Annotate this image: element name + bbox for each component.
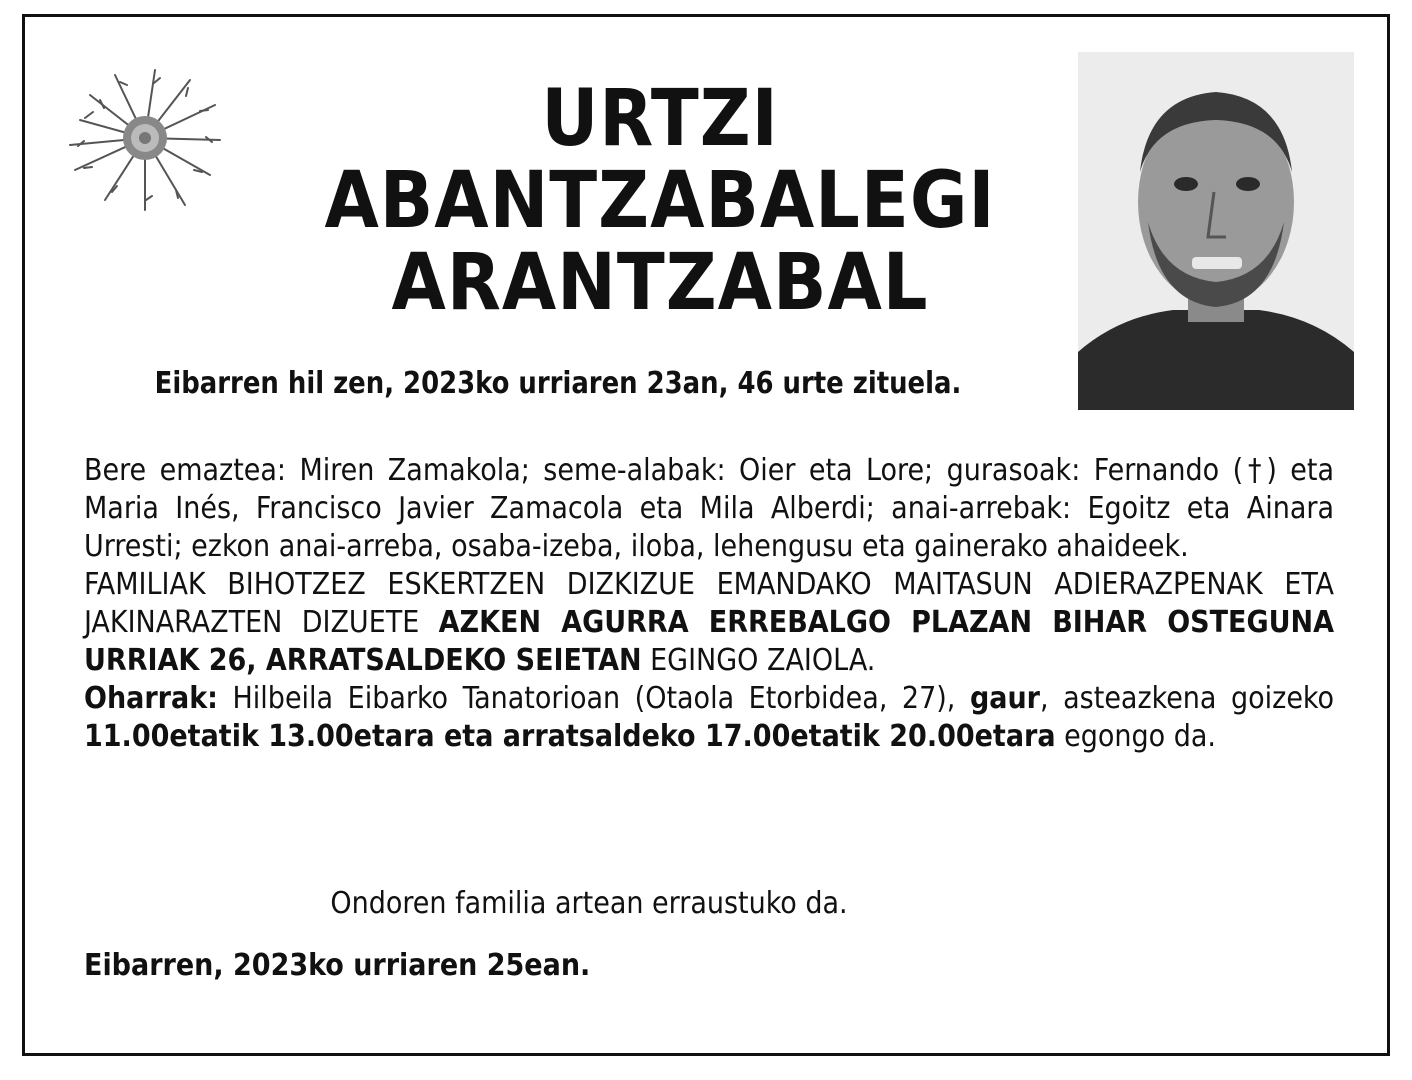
- portrait-photo: [1078, 52, 1354, 410]
- surname-2: ARANTZABAL: [391, 238, 929, 328]
- death-line: Eibarren hil zen, 2023ko urriaren 23an, 46 urte zituela.: [154, 366, 962, 401]
- notes-text-2: , asteazkena goizeko: [1040, 681, 1334, 716]
- notes-text-1: Hilbeila Eibarko Tanatorioan (Otaola Etorbidea, 27),: [217, 681, 970, 716]
- family-paragraph: Bere emaztea: Miren Zamakola; seme-alabak: Oier eta Lore; gurasoak: Fernando (†) eta Maria Inés, Francisco Javier Zamacola eta Mila Alberdi; anai-arrebak: Egoitz eta Ainara Urresti; ezkon anai-arreba, osaba-izeba, iloba, lehengusu eta gainerako ahaideek.: [84, 453, 1334, 564]
- announcement-paragraph: [84, 566, 1334, 680]
- notes-label: Oharrak:: [84, 681, 218, 716]
- deceased-name: [280, 74, 1040, 328]
- first-name: URTZI: [541, 74, 779, 164]
- announcement-highlight: AZKEN AGURRA ERREBALGO PLAZAN BIHAR OSTEGUNA URRIAK 26, ARRATSALDEKO SEIETAN: [84, 605, 1334, 678]
- closing-date-line: Eibarren, 2023ko urriaren 25ean.: [84, 948, 591, 983]
- surname-1: ABANTZABALEGI: [324, 156, 996, 246]
- notes-highlight-1: gaur: [969, 681, 1041, 716]
- notes-paragraph: [84, 680, 1334, 756]
- cremation-line: Ondoren familia artean erraustuko da.: [330, 886, 848, 921]
- announcement-text-2: EGINGO ZAIOLA.: [641, 643, 876, 678]
- obituary-body: [84, 452, 1334, 756]
- notes-highlight-2: 11.00etatik 13.00etara eta arratsaldeko 17.00etatik 20.00etara: [84, 719, 1056, 754]
- thistle-flower-icon: [60, 60, 230, 215]
- notes-text-3: egongo da.: [1055, 719, 1216, 754]
- announcement-text-1: FAMILIAK BIHOTZEZ ESKERTZEN DIZKIZUE EMANDAKO MAITASUN ADIERAZPENAK ETA JAKINARAZTEN DIZUETE: [84, 567, 1334, 640]
